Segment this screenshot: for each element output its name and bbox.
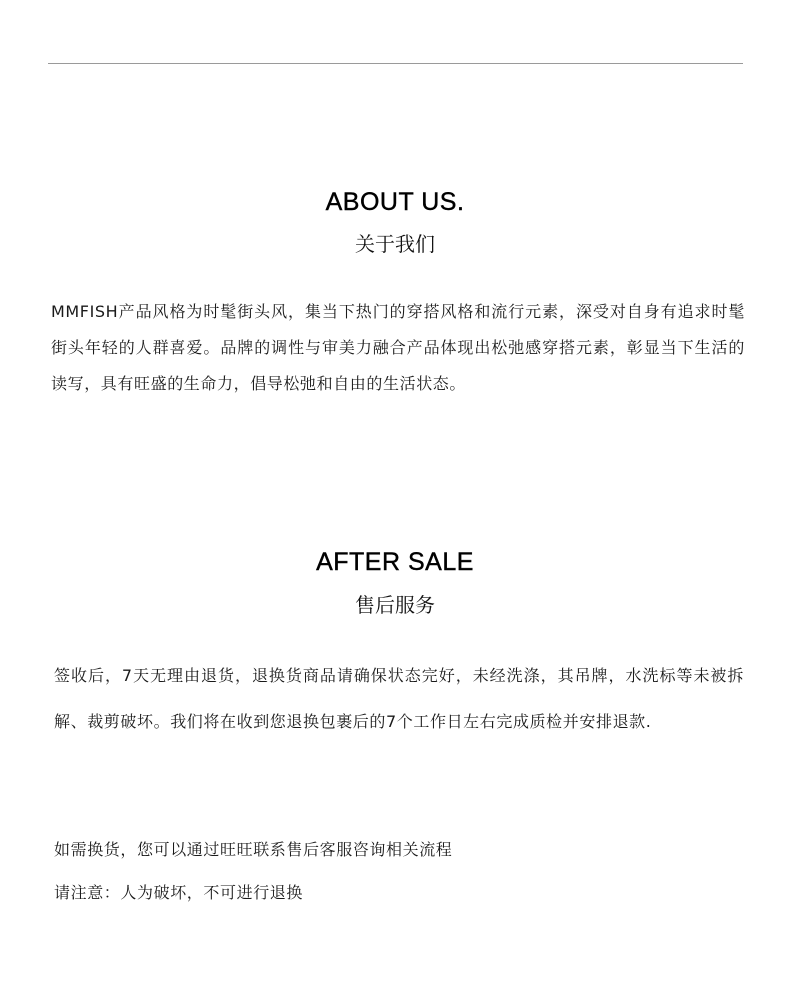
- about-us-subtitle: 关于我们: [355, 232, 435, 256]
- top-divider: [48, 63, 743, 64]
- after-sale-subtitle: 售后服务: [355, 593, 435, 617]
- damage-warning-note: 请注意：人为破坏，不可进行退换: [54, 883, 304, 902]
- exchange-contact-note: 如需换货，您可以通过旺旺联系售后客服咨询相关流程: [54, 840, 453, 859]
- about-us-title: ABOUT US.: [325, 188, 465, 216]
- after-sale-title: AFTER SALE: [316, 548, 474, 576]
- about-us-paragraph: MMFISH产品风格为时髦街头风，集当下热门的穿搭风格和流行元素，深受对自身有追求时髦街头年轻的人群喜爱。品牌的调性与审美力融合产品体现出松弛感穿搭元素，彰显当下生活的读写，具有旺盛的生命力，倡导松弛和自由的生活状态。: [51, 302, 745, 393]
- after-sale-policy-paragraph: 签收后，7天无理由退货，退换货商品请确保状态完好，未经洗涤，其吊牌，水洗标等未被拆解、裁剪破坏。我们将在收到您退换包裹后的7个工作日左右完成质检并安排退款.: [54, 666, 744, 731]
